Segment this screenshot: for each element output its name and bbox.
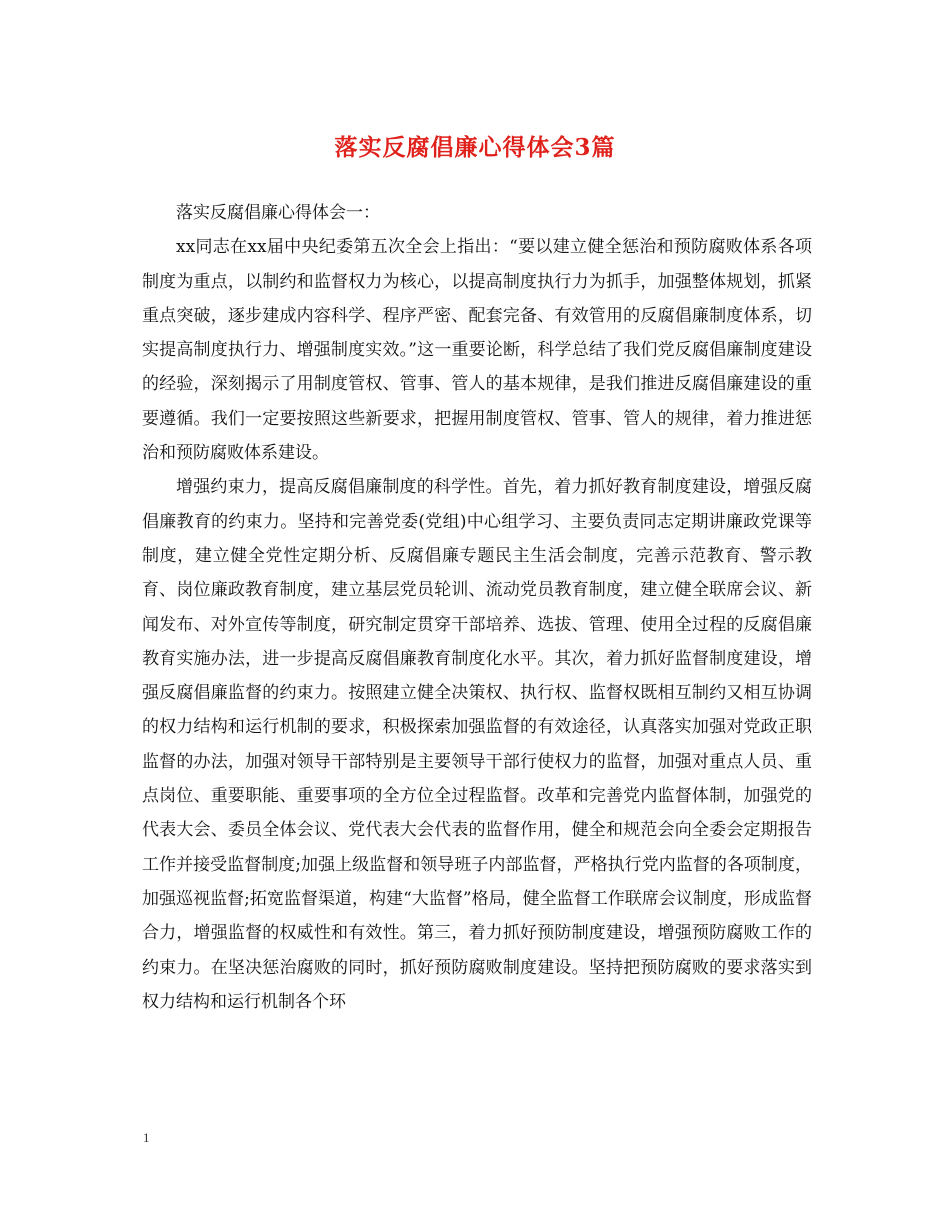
paragraph-1: xx同志在xx届中央纪委第五次全会上指出：“要以建立健全惩治和预防腐败体系各项制度为重点，以制约和监督权力为核心，以提高制度执行力为抓手，加强整体规划，抓紧重点突破，逐步建成内容科学、程序严密、配套完备、有效管用的反腐倡廉制度体系，切实提高制度执行力、增强制度实效。”这一重要论断，科学总结了我们党反腐倡廉制度建设的经验，深刻揭示了用制度管权、管事、管人的基本规律，是我们推进反腐倡廉建设的重要遵循。我们一定要按照这些新要求，把握用制度管权、管事、管人的规律，着力推进惩治和预防腐败体系建设。 (142, 237, 812, 464)
document-body (142, 196, 812, 1019)
document-title: 落实反腐倡廉心得体会3篇 (334, 134, 616, 161)
section-heading: 落实反腐倡廉心得体会一： (176, 203, 380, 223)
paragraph-2: 增强约束力，提高反腐倡廉制度的科学性。首先，着力抓好教育制度建设，增强反腐倡廉教育的约束力。坚持和完善党委(党组)中心组学习、主要负责同志定期讲廉政党课等制度，建立健全党性定期分析、反腐倡廉专题民主生活会制度，完善示范教育、警示教育、岗位廉政教育制度，建立基层党员轮训、流动党员教育制度，建立健全联席会议、新闻发布、对外宣传等制度，研究制定贯穿干部培养、选拔、管理、使用全过程的反腐倡廉教育实施办法，进一步提高反腐倡廉教育制度化水平。其次，着力抓好监督制度建设，增强反腐倡廉监督的约束力。按照建立健全决策权、执行权、监督权既相互制约又相互协调的权力结构和运行机制的要求，积极探索加强监督的有效途径，认真落实加强对党政正职监督的办法，加强对领导干部特别是主要领导干部行使权力的监督，加强对重点人员、重点岗位、重要职能、重要事项的全方位全过程监督。改革和完善党内监督体制，加强党的代表大会、委员全体会议、党代表大会代表的监督作用，健全和规范会向全委会定期报告工作并接受监督制度;加强上级监督和领导班子内部监督，严格执行党内监督的各项制度，加强巡视监督;拓宽监督渠道，构建“大监督”格局，健全监督工作联席会议制度，形成监督合力，增强监督的权威性和有效性。第三，着力抓好预防制度建设，增强预防腐败工作的约束力。在坚决惩治腐败的同时，抓好预防腐败制度建设。坚持把预防腐败的要求落实到权力结构和运行机制各个环 (142, 477, 812, 1012)
page-number: 1 (143, 1130, 150, 1145)
